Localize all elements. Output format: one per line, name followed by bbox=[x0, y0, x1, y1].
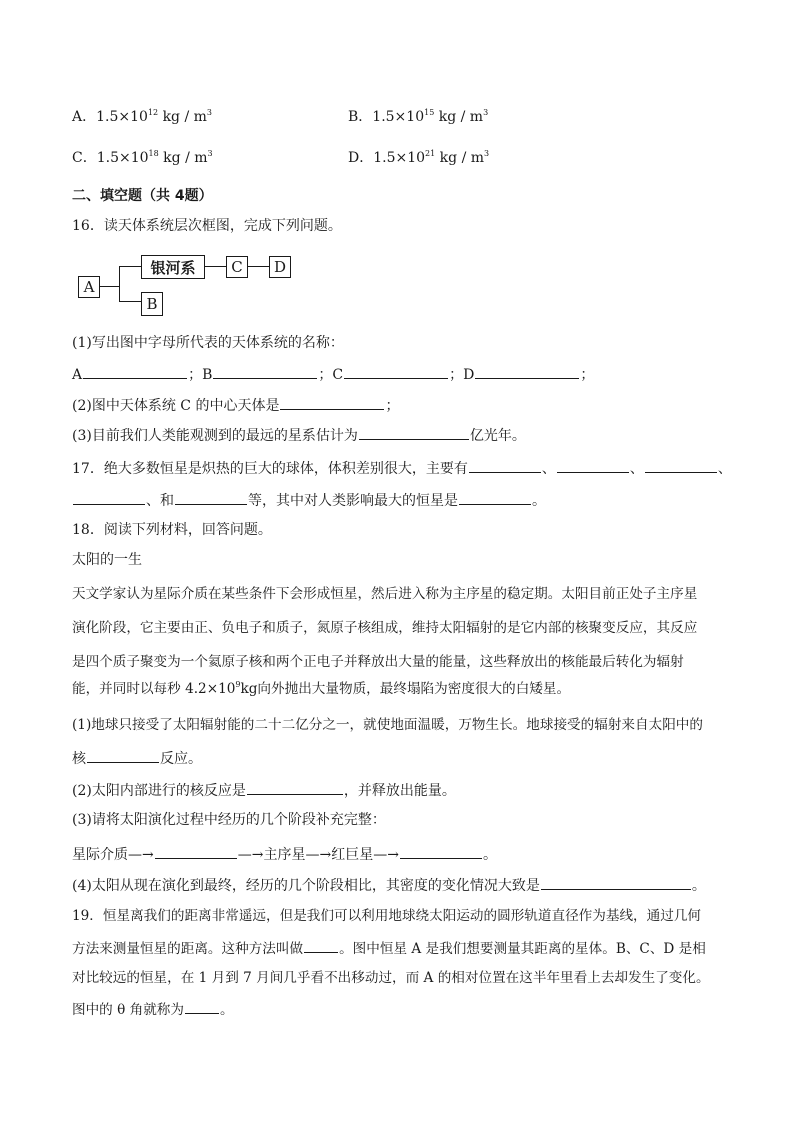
option-c: C．$1.5\times 10^{18}$ kg / $m^3$ bbox=[72, 149, 213, 166]
answer-blank[interactable] bbox=[359, 424, 469, 440]
connector bbox=[119, 266, 120, 302]
answer-blank[interactable] bbox=[213, 363, 317, 379]
connector bbox=[204, 266, 226, 267]
q18-para-line: 是四个质子聚变为一个氦原子核和两个正电子并释放出大量的能量，这些释放出的核能最后转化为辐射 bbox=[72, 654, 684, 670]
q16-stem: 16．读天体系统层次框图，完成下列问题。 bbox=[72, 218, 342, 234]
answer-blank[interactable] bbox=[185, 998, 219, 1014]
q19-line: 图中的 θ 角就称为 。 bbox=[72, 998, 234, 1020]
diagram-box-b: B bbox=[141, 292, 163, 316]
q18-question3: (3)请将太阳演化过程中经历的几个阶段补充完整： bbox=[72, 812, 386, 828]
diagram-box-galaxy: 银河系 bbox=[141, 255, 205, 279]
q18-question2: (2)太阳内部进行的核反应是 ，并释放出能量。 bbox=[72, 779, 456, 801]
answer-blank[interactable] bbox=[175, 489, 247, 505]
answer-blank[interactable] bbox=[645, 457, 717, 473]
connector bbox=[247, 266, 269, 267]
option-d: D．$1.5\times 10^{21}$ kg / $m^3$ bbox=[348, 149, 490, 166]
answer-blank[interactable] bbox=[400, 843, 482, 859]
answer-blank[interactable] bbox=[304, 937, 338, 953]
q18-stem: 18．阅读下列材料，回答问题。 bbox=[72, 522, 272, 538]
answer-blank[interactable] bbox=[557, 457, 629, 473]
section-heading: 二、填空题（共 4题） bbox=[72, 188, 213, 204]
q16-part2: (2)图中天体系统 C 的中心天体是 ； bbox=[72, 394, 399, 416]
answer-blank[interactable] bbox=[73, 489, 145, 505]
connector bbox=[119, 266, 141, 267]
answer-blank[interactable] bbox=[87, 747, 159, 763]
answer-blank[interactable] bbox=[459, 489, 531, 505]
q19-line: 对比较远的恒星，在 1 月到 7 月间几乎看不出移动过，而 A 的相对位置在这半年里看上去却发生了变化。 bbox=[72, 970, 710, 986]
answer-blank[interactable] bbox=[469, 457, 541, 473]
answer-blank[interactable] bbox=[280, 394, 384, 410]
q18-para-line: 演化阶段，它主要由正、负电子和质子，氮原子核组成，维持太阳辐射的是它内部的核聚变反应，其反应 bbox=[72, 620, 698, 636]
diagram-box-d: D bbox=[269, 256, 291, 278]
answer-blank[interactable] bbox=[541, 874, 691, 890]
q16-part3: (3)目前我们人类能观测到的最远的星系估计为 亿光年。 bbox=[72, 424, 526, 446]
connector bbox=[99, 286, 119, 287]
answer-blank[interactable] bbox=[247, 779, 343, 795]
connector bbox=[119, 301, 141, 302]
option-b: B．$1.5\times 10^{15}$ kg / $m^3$ bbox=[348, 108, 489, 125]
diagram-box-a: A bbox=[78, 276, 100, 298]
q16-answer-line: A ；B ；C ；D ； bbox=[72, 363, 594, 385]
q16-part1: (1)写出图中字母所代表的天体系统的名称： bbox=[72, 335, 344, 351]
q19-line: 19．恒星离我们的距离非常遥远，但是我们可以利用地球绕太阳运动的圆形轨道直径作为基线，通过几何 bbox=[72, 908, 702, 924]
q18-question1: (1)地球只接受了太阳辐射能的二十二亿分之一，就使地面温暖，万物生长。地球接受的辐射来自太阳中的 bbox=[72, 717, 703, 733]
answer-blank[interactable] bbox=[344, 363, 448, 379]
option-a: A．$1.5\times 10^{12}$ kg / $m^3$ bbox=[72, 108, 213, 125]
answer-blank[interactable] bbox=[155, 843, 237, 859]
q18-title: 太阳的一生 bbox=[72, 552, 142, 568]
q18-para-line: 天文学家认为星际介质在某些条件下会形成恒星，然后进入称为主序星的稳定期。太阳目前正处子主序星 bbox=[72, 586, 698, 602]
q18-question1-cont: 核 反应。 bbox=[72, 747, 202, 769]
answer-blank[interactable] bbox=[83, 363, 187, 379]
diagram-box-c: C bbox=[226, 256, 248, 278]
hierarchy-diagram bbox=[76, 252, 296, 318]
q17-line2: 、和 等，其中对人类影响最大的恒星是 。 bbox=[72, 489, 546, 511]
q19-line: 方法来测量恒星的距离。这种方法叫做 。图中恒星 A 是我们想要测量其距离的星体。B、C、D 是相 bbox=[72, 937, 706, 959]
q18-question4: (4)太阳从现在演化到最终，经历的几个阶段相比，其密度的变化情况大致是 。 bbox=[72, 874, 706, 896]
answer-blank[interactable] bbox=[475, 363, 579, 379]
q17-line1: 17．绝大多数恒星是炽热的巨大的球体，体积差别很大，主要有 、 、 、 bbox=[72, 457, 732, 479]
q18-evolution-chain: 星际介质—→ —→主序星—→红巨星—→ 。 bbox=[72, 843, 497, 865]
q18-para-line: 能，并同时以每秒 $4.2\times 10^9kg$向外抛出大量物质，最终塌陷为密度很大的白矮星。 bbox=[72, 680, 571, 697]
